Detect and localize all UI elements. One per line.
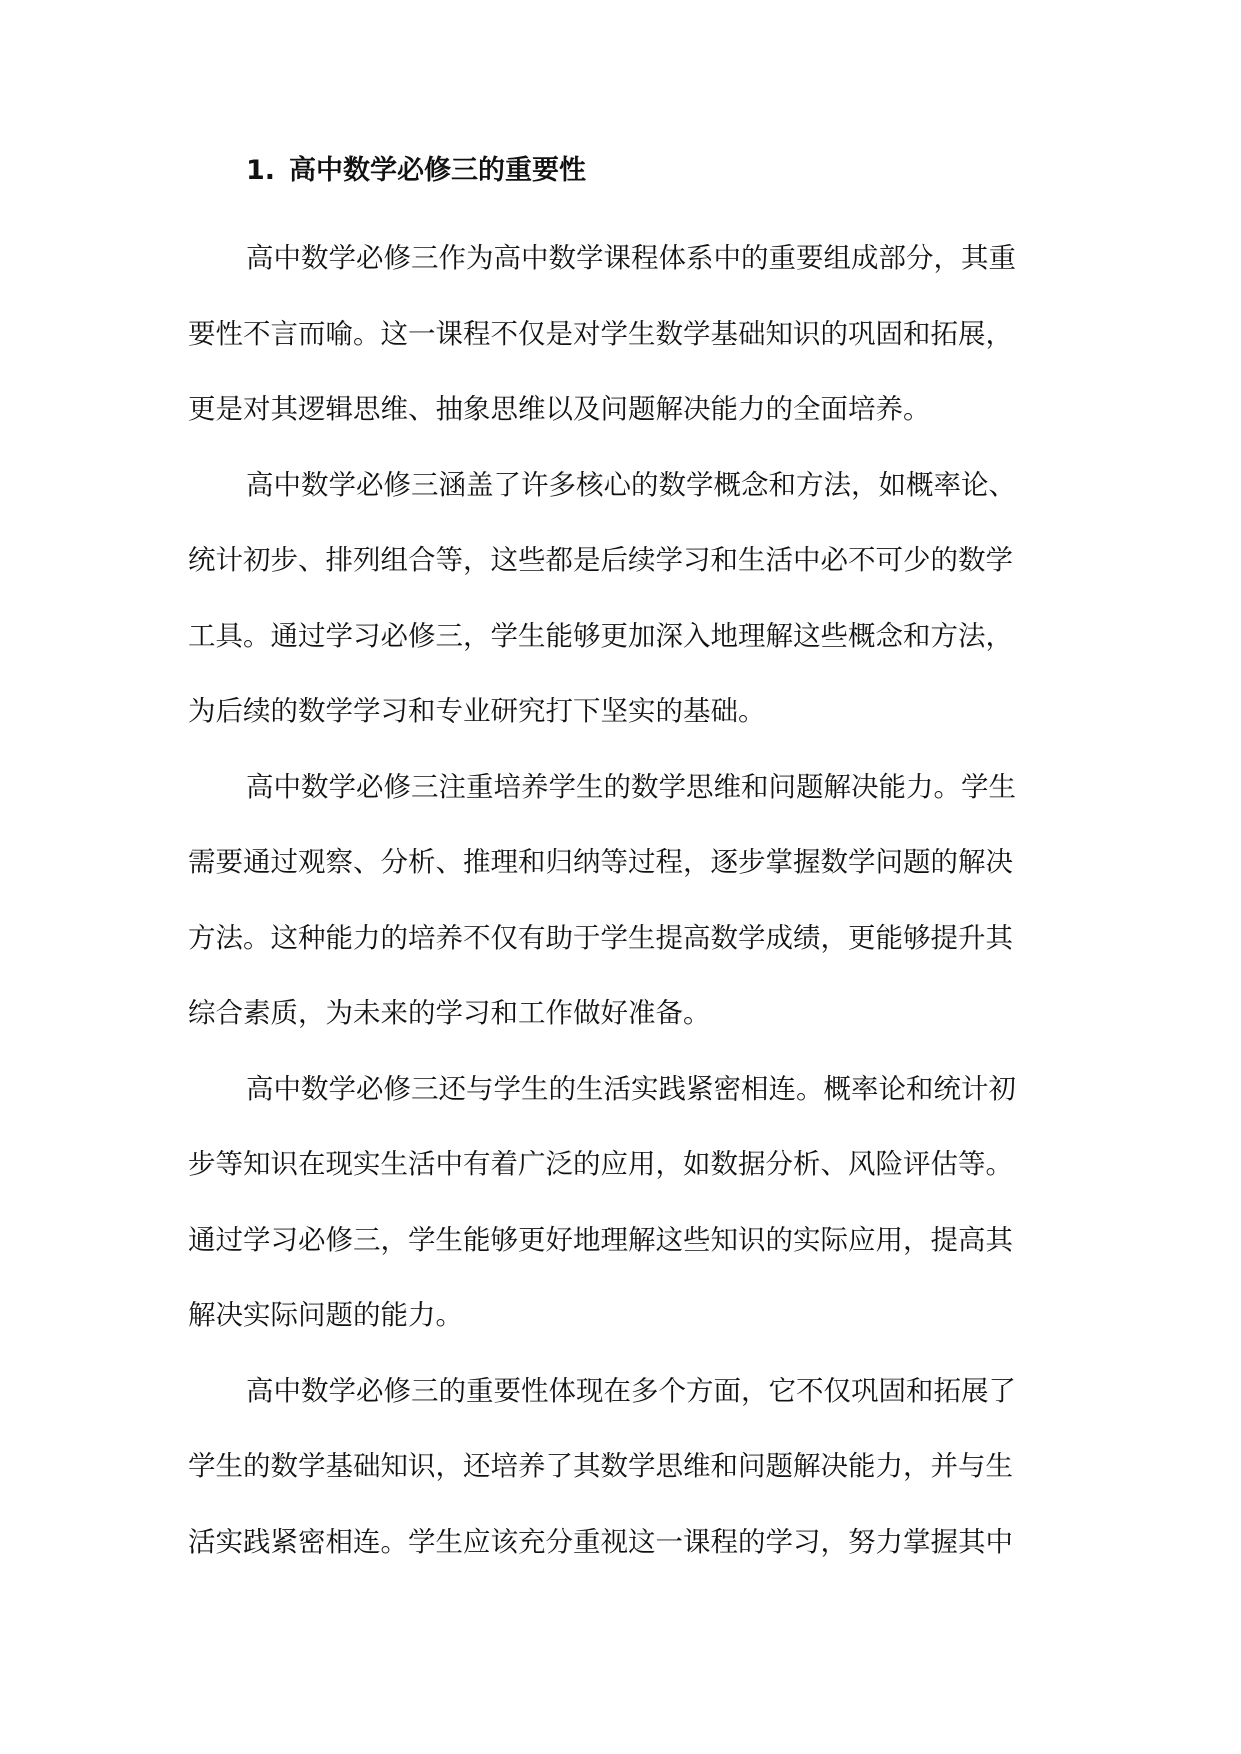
paragraph-3	[188, 750, 1050, 1052]
paragraph-line: 高中数学必修三涵盖了许多核心的数学概念和方法，如概率论、	[246, 468, 1016, 501]
section-number: 1.	[246, 155, 276, 186]
paragraph-2	[188, 448, 1050, 750]
paragraph-line: 综合素质，为未来的学习和工作做好准备。	[188, 997, 711, 1029]
paragraph-line: 活实践紧密相连。学生应该充分重视这一课程的学习，努力掌握其中	[188, 1525, 1013, 1558]
section-heading	[188, 145, 1050, 197]
paragraph-line: 更是对其逻辑思维、抽象思维以及问题解决能力的全面培养。	[188, 393, 931, 425]
paragraph-line: 工具。通过学习必修三，学生能够更加深入地理解这些概念和方法，	[188, 619, 1013, 652]
paragraph-line: 通过学习必修三，学生能够更好地理解这些知识的实际应用，提高其	[188, 1223, 1013, 1256]
paragraph-line: 高中数学必修三的重要性体现在多个方面，它不仅巩固和拓展了	[246, 1374, 1016, 1407]
document-body	[188, 145, 1050, 1580]
paragraph-line: 步等知识在现实生活中有着广泛的应用，如数据分析、风险评估等。	[188, 1148, 1013, 1180]
paragraph-line: 统计初步、排列组合等，这些都是后续学习和生活中必不可少的数学	[188, 544, 1013, 576]
paragraph-5	[188, 1354, 1050, 1581]
paragraph-line: 需要通过观察、分析、推理和归纳等过程，逐步掌握数学问题的解决	[188, 846, 1013, 878]
paragraph-line: 高中数学必修三还与学生的生活实践紧密相连。概率论和统计初	[246, 1072, 1016, 1105]
section-title: 高中数学必修三的重要性	[289, 155, 587, 186]
paragraph-line: 方法。这种能力的培养不仅有助于学生提高数学成绩，更能够提升其	[188, 921, 1013, 954]
paragraph-line: 解决实际问题的能力。	[188, 1299, 463, 1331]
paragraph-line: 要性不言而喻。这一课程不仅是对学生数学基础知识的巩固和拓展，	[188, 317, 1013, 350]
paragraph-line: 高中数学必修三作为高中数学课程体系中的重要组成部分，其重	[246, 242, 1016, 274]
paragraph-4	[188, 1052, 1050, 1354]
paragraph-1	[188, 221, 1050, 448]
paragraph-line: 高中数学必修三注重培养学生的数学思维和问题解决能力。学生	[246, 770, 1016, 803]
paragraph-line: 为后续的数学学习和专业研究打下坚实的基础。	[188, 695, 766, 727]
paragraph-line: 学生的数学基础知识，还培养了其数学思维和问题解决能力，并与生	[188, 1450, 1013, 1482]
